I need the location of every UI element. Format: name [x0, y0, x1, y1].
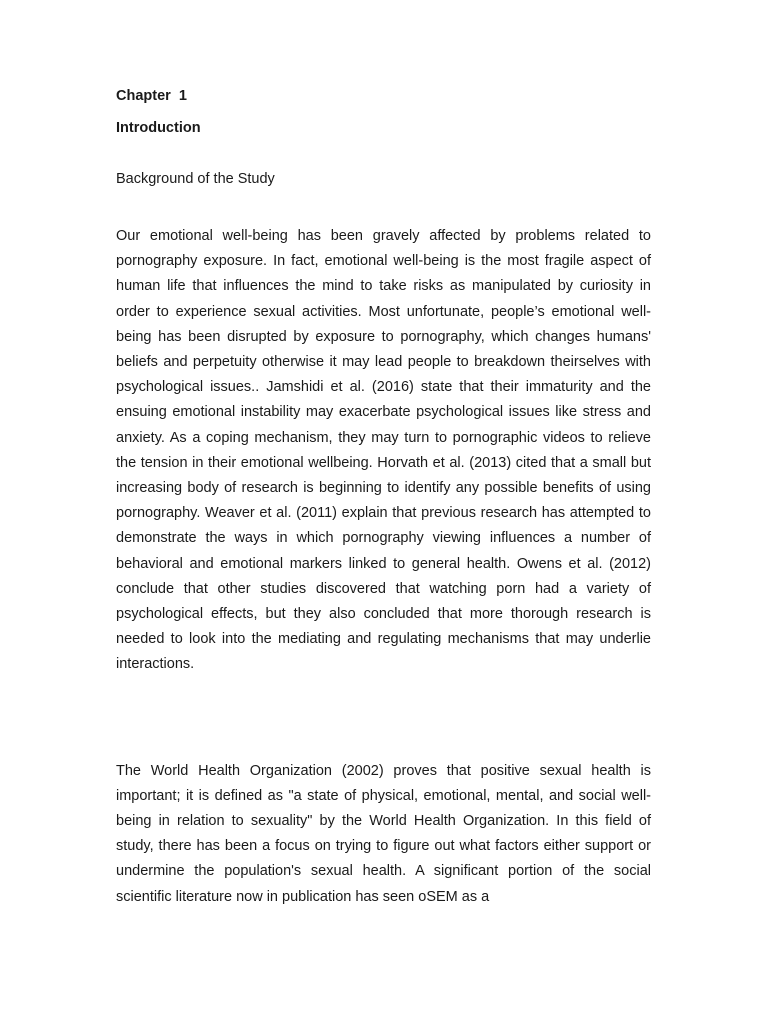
body-paragraph-2: The World Health Organization (2002) proves that positive sexual health is important; it is defined as "a state of physical, emotional, mental, and social well-being in relation to sexuality" by the World Health Organization. In this field of study, there has been a focus on trying to figure out what factors either support or undermine the population's sexual health. A significant portion of the social scientific literature now in publication has seen oSEM as a: [116, 762, 651, 905]
section-heading: Background of the Study: [116, 171, 275, 187]
page-content: [116, 86, 651, 910]
chapter-label: Chapter 1: [116, 88, 187, 104]
body-paragraph-1: Our emotional well-being has been gravely affected by problems related to pornography exposure. In fact, emotional well-being is the most fragile aspect of human life that influences the mind to take risks as manipulated by curiosity in order to experience sexual activities. Most unfortunate, people’s emotional well-being has been disrupted by exposure to pornography, which changes humans' beliefs and perpetuity otherwise it may lead people to breakdown theirselves with psychological issues.. Jamshidi et al. (2016) state that their immaturity and the ensuing emotional instability may exacerbate psychological issues like stress and anxiety. As a coping mechanism, they may turn to pornographic videos to relieve the tension in their emotional wellbeing. Horvath et al. (2013) cited that a small but increasing body of research is beginning to identify any possible benefits of using pornography. Weaver et al. (2011) explain that previous research has attempted to demonstrate the ways in which pornography viewing influences a number of behavioral and emotional markers linked to general health. Owens et al. (2012) conclude that other studies discovered that watching porn had a variety of psychological effects, but they also concluded that more thorough research is needed to look into the mediating and regulating mechanisms that may underlie interactions.: [116, 228, 651, 673]
chapter-title: Introduction: [116, 120, 201, 136]
